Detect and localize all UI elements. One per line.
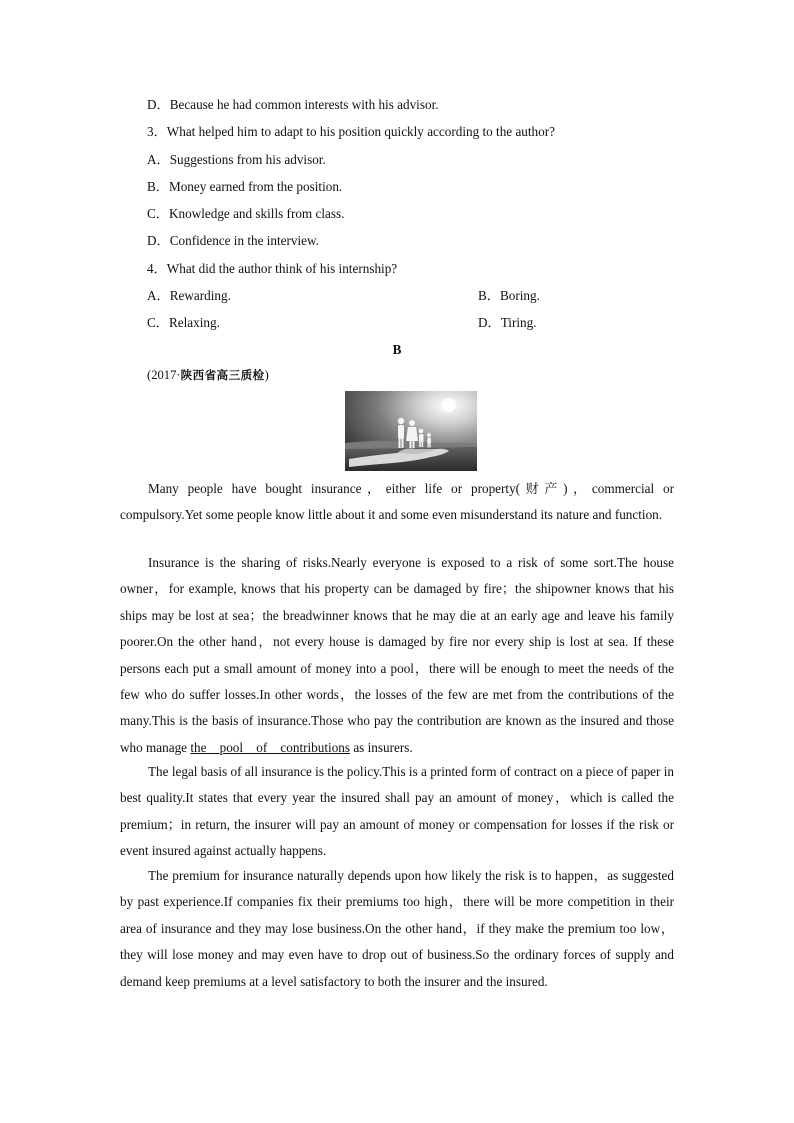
- source-prefix: (2017·: [147, 368, 181, 382]
- insurance-family-photo: [345, 391, 477, 471]
- q4-option-b: B．Boring.: [478, 288, 540, 303]
- underlined-phrase: the pool of contributions: [190, 739, 351, 755]
- paragraph-4-text: The premium for insurance naturally depends upon how likely the risk is to happen，as suggested by past experience.If companies fix their premiums too high，there will be more competition in their area of insurance and they may lose business.On the other hand，if they make the premium too low，they will lose money and may even have to drop out of business.So the ordinary forces of supply and demand keep premiums at a level satisfactory to both the insurer and the insured.: [120, 868, 674, 989]
- photo-art: [345, 391, 477, 471]
- source-note: [147, 367, 269, 383]
- q3-option-b: B．Money earned from the position.: [147, 179, 343, 194]
- q4-option-a: A．Rewarding.: [147, 288, 231, 303]
- passage-paragraph-3: [120, 759, 674, 865]
- q3-option-d: D．Confidence in the interview.: [147, 233, 319, 248]
- q3-option-a: A．Suggestions from his advisor.: [147, 152, 326, 167]
- q4-option-d: D．Tiring.: [478, 315, 537, 330]
- passage-paragraph-1: [120, 476, 674, 529]
- q4-stem: 4．What did the author think of his internship?: [147, 261, 398, 276]
- paragraph-2-end: as insurers.: [350, 739, 413, 755]
- q2-option-d: D．Because he had common interests with his advisor.: [147, 97, 439, 112]
- paragraph-2-body: Insurance is the sharing of risks.Nearly everyone is exposed to a risk of some sort.The house owner，for example, knows that his property can be damaged by fire；the shipowner knows that his ships may be lost at sea；the breadwinner knows that he may die at an early age and leave his family poorer.On the other hand，not every house is damaged by fire nor every ship is lost at sea. If these persons each put a small amount of money into a pool，there will be enough to meet the needs of the few who do suffer losses.In other words，the losses of the few are met from the contributions of the many.This is the basis of insurance.Those who pay the contribution are known as the insured and those who manage: [120, 555, 674, 755]
- q3-stem: 3．What helped him to adapt to his position quickly according to the author?: [147, 124, 555, 139]
- section-label: B: [392, 342, 402, 357]
- paragraph-2-text: [120, 550, 674, 761]
- paragraph-3-text: The legal basis of all insurance is the policy.This is a printed form of contract on a piece of paper in best quality.It states that every year the insured shall pay an amount of money，which is called the premium；in return, the insurer will pay an amount of money or compensation for losses if the risk or event insured against actually happens.: [120, 764, 674, 859]
- q4-option-c: C．Relaxing.: [147, 315, 220, 330]
- source-region: 陕西省高三质检: [180, 368, 265, 382]
- source-suffix: ): [264, 368, 269, 382]
- passage-paragraph-4: [120, 863, 674, 995]
- passage-paragraph-2: [120, 550, 674, 761]
- q3-option-c: C．Knowledge and skills from class.: [147, 206, 345, 221]
- paragraph-1-text: Many people have bought insurance，either life or property(财产)，commercial or compulsory.Yet some people know little about it and some even misunderstand its nature and function.: [120, 481, 674, 523]
